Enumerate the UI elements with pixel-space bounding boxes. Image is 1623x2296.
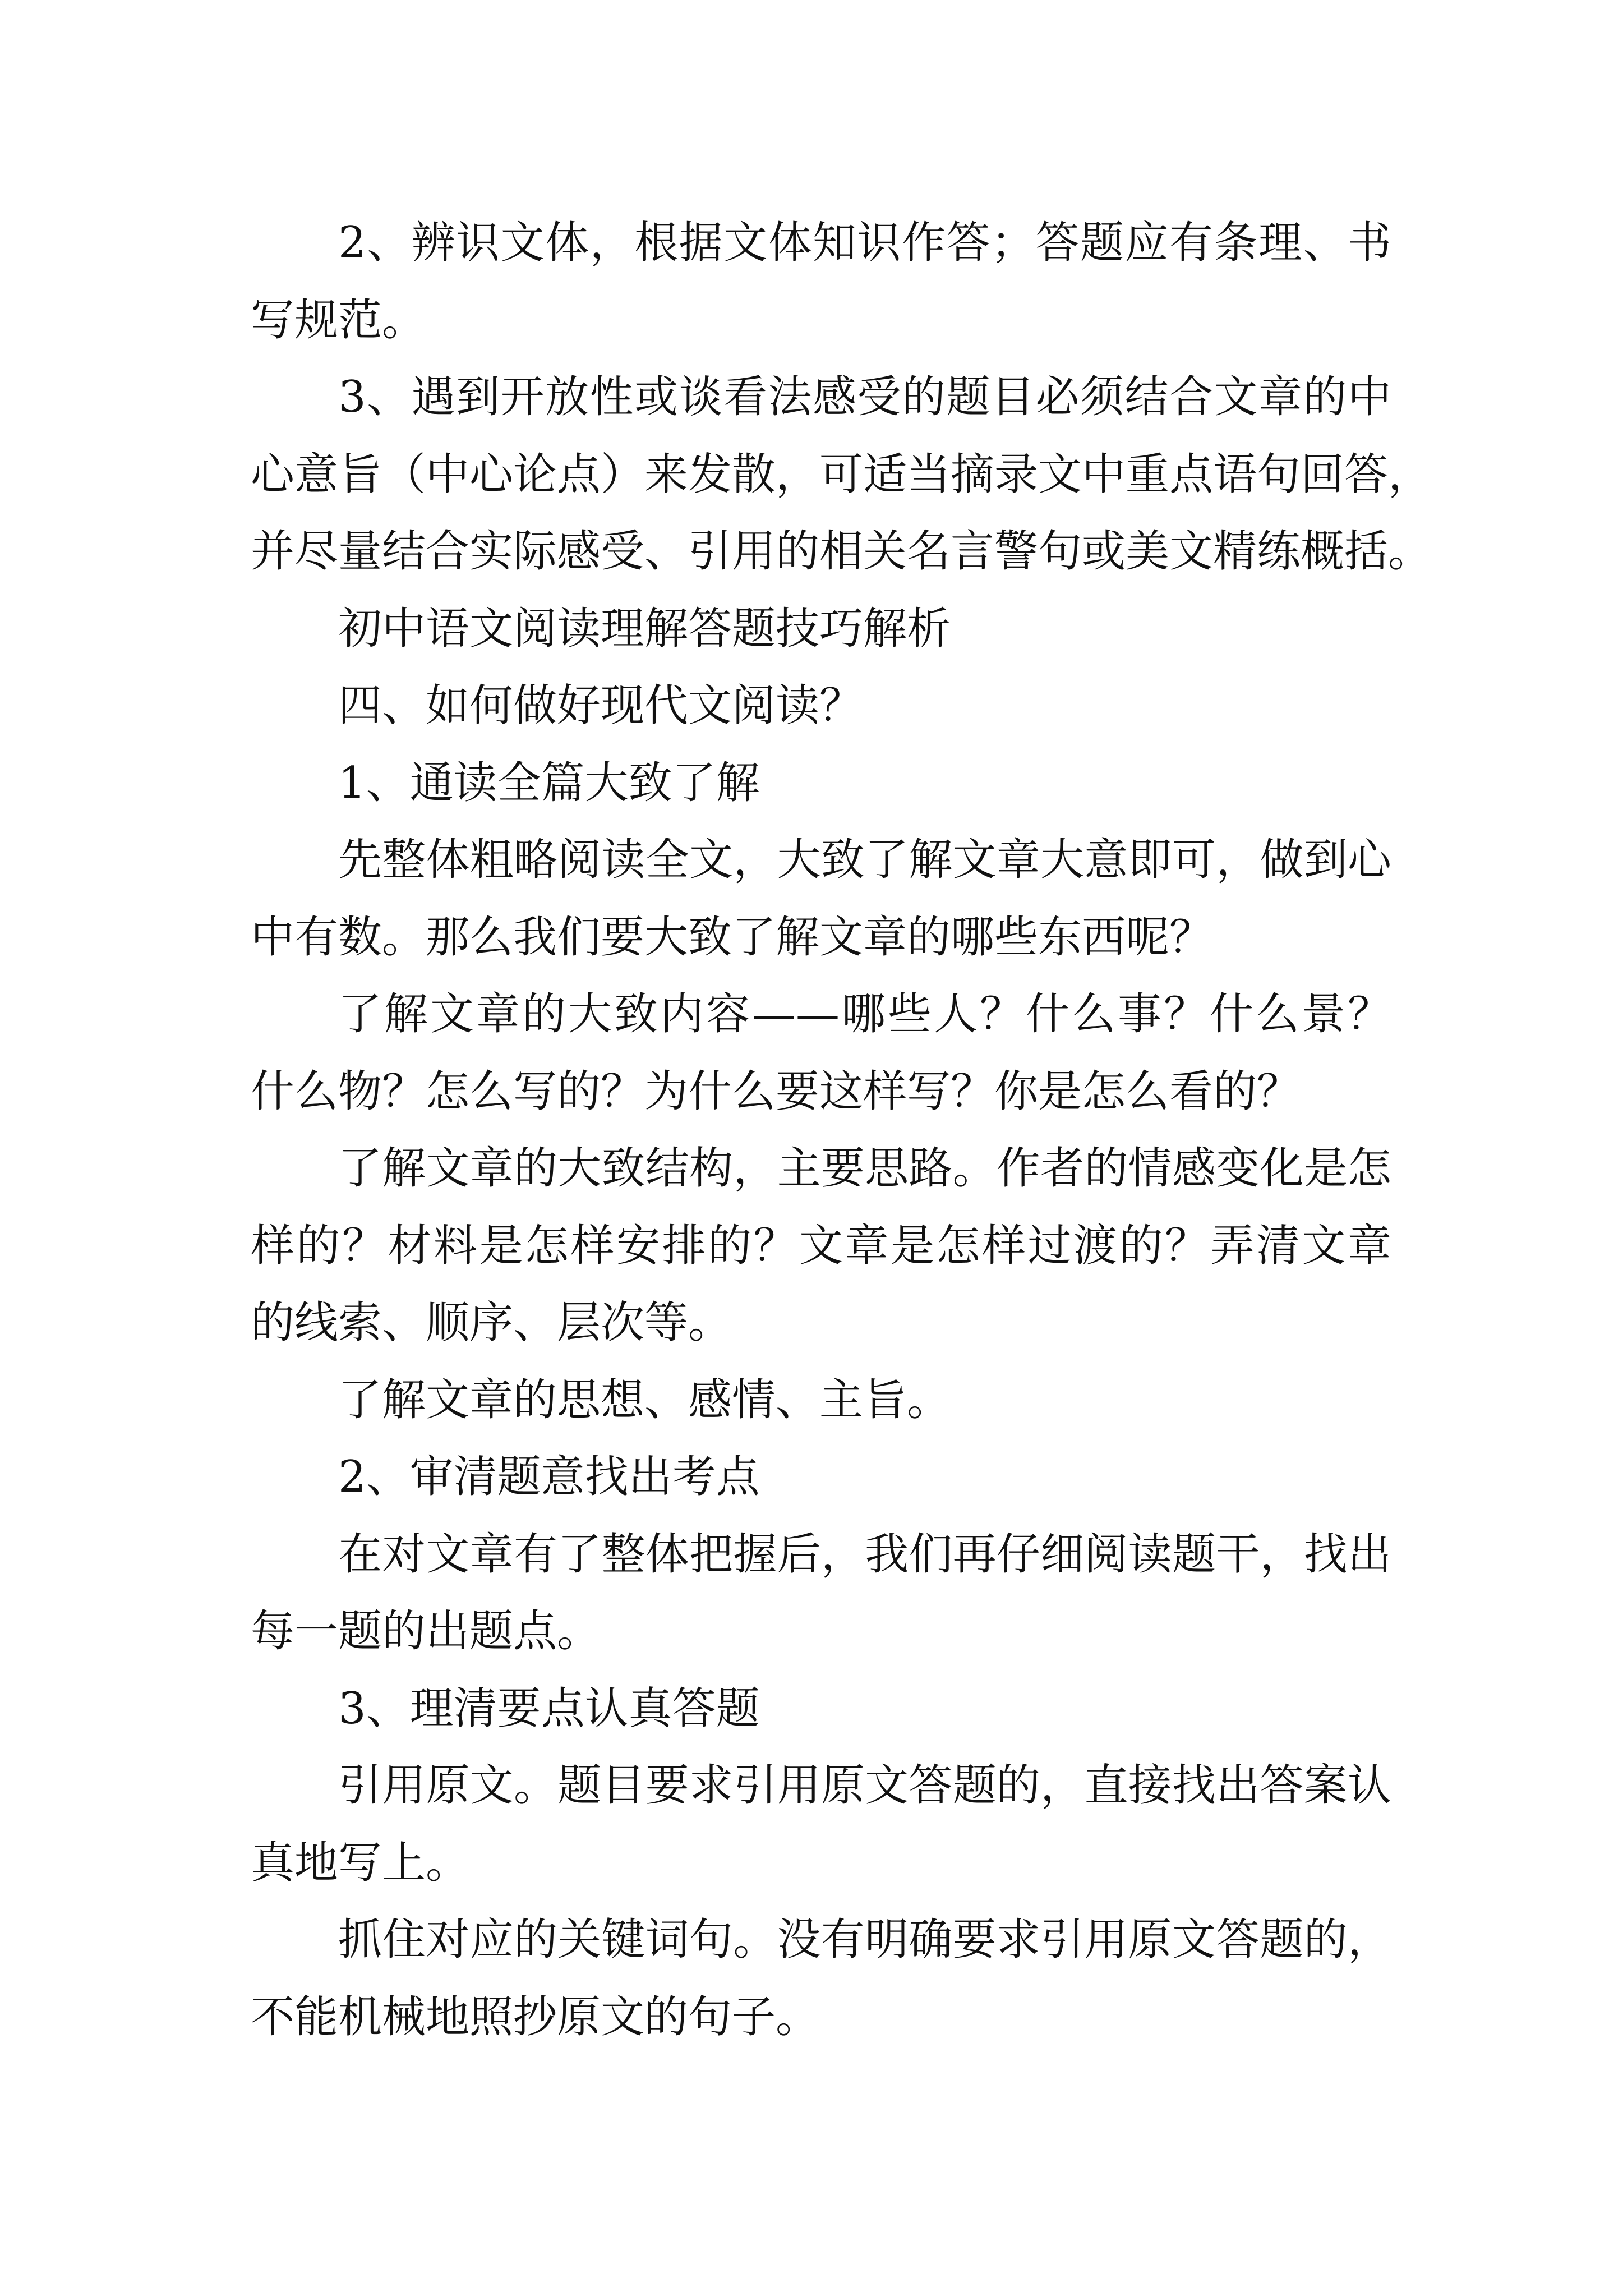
paragraph [251, 976, 1391, 1130]
paragraph [251, 1747, 1391, 1902]
subsection-heading [251, 745, 1391, 822]
text-line: 什么物？怎么写的？为什么要这样写？你是怎么看的？ [251, 1066, 1301, 1117]
text-line: 初中语文阅读理解答题技巧解析 [338, 603, 951, 654]
text-line: 先整体粗略阅读全文，大致了解文章大意即可，做到心 [338, 835, 1391, 885]
text-line: 2、辨识文体，根据文体知识作答；答题应有条理、书 [338, 218, 1391, 268]
text-line: 样的？材料是怎样安排的？文章是怎样过渡的？弄清文章 [251, 1220, 1391, 1271]
subsection-heading [251, 1671, 1391, 1748]
text-line: 并尽量结合实际感受、引用的相关名言警句或美文精练概括。 [251, 526, 1432, 577]
text-line: 1、通读全篇大致了解 [338, 757, 760, 808]
text-line: 中有数。那么我们要大致了解文章的哪些东西呢？ [251, 912, 1214, 963]
text-line: 3、遇到开放性或谈看法感受的题目必须结合文章的中 [338, 372, 1391, 422]
text-line: 抓住对应的关键词句。没有明确要求引用原文答题的， [338, 1915, 1391, 1965]
text-line: 了解文章的大致结构，主要思路。作者的情感变化是怎 [338, 1143, 1391, 1194]
text-line: 每一题的出题点。 [251, 1606, 601, 1657]
text-line: 了解文章的大致内容——哪些人？什么事？什么景？ [338, 989, 1391, 1039]
text-line: 引用原文。题目要求引用原文答题的，直接找出答案认 [338, 1760, 1391, 1811]
paragraph [251, 205, 1391, 359]
subsection-heading [251, 1439, 1391, 1516]
text-line: 真地写上。 [251, 1837, 470, 1888]
text-line: 不能机械地照抄原文的句子。 [251, 1991, 820, 2042]
text-line: 心意旨（中心论点）来发散，可适当摘录文中重点语句回答， [251, 449, 1432, 500]
paragraph [251, 1516, 1391, 1671]
text-line: 在对文章有了整体把握后，我们再仔细阅读题干，找出 [338, 1529, 1391, 1580]
paragraph [251, 1902, 1391, 2056]
paragraph [251, 359, 1432, 591]
paragraph [251, 1130, 1391, 1362]
text-line: 3、理清要点认真答题 [338, 1683, 760, 1734]
text-line: 的线索、顺序、层次等。 [251, 1297, 732, 1348]
paragraph [251, 822, 1391, 976]
paragraph [251, 1362, 1391, 1439]
section-heading [251, 591, 1391, 668]
text-line: 了解文章的思想、感情、主旨。 [338, 1374, 951, 1425]
text-line: 2、审清题意找出考点 [338, 1452, 760, 1502]
text-line: 写规范。 [251, 295, 426, 346]
text-line: 四、如何做好现代文阅读？ [338, 680, 864, 731]
document-body [251, 205, 1432, 2056]
section-heading [251, 668, 1391, 745]
